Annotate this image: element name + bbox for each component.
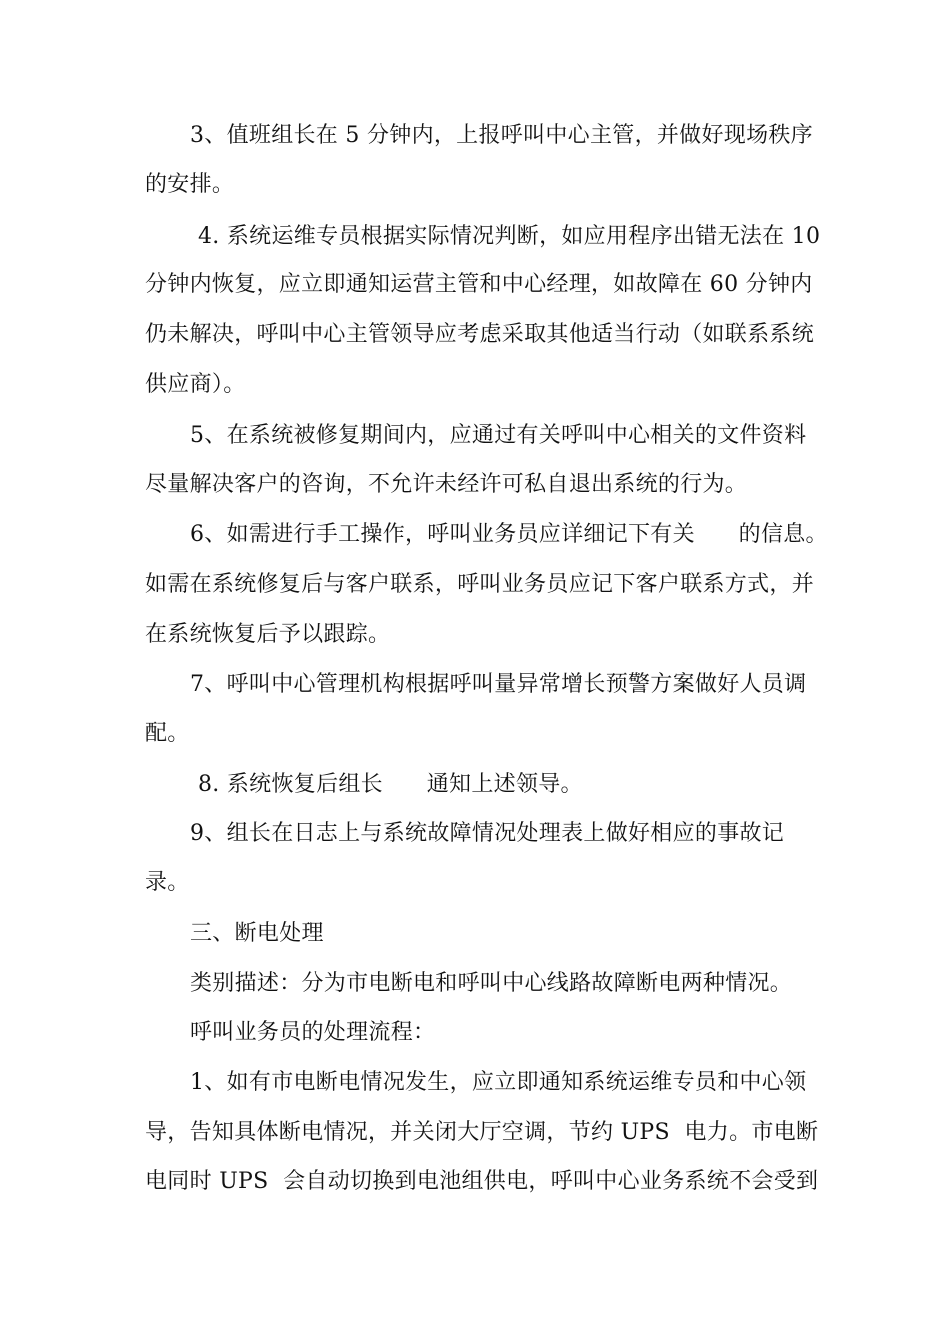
paragraph-line: 配。	[145, 721, 190, 746]
paragraph-line: 8. 系统恢复后组长 通知上述领导。	[198, 772, 583, 797]
paragraph-line: 如需在系统修复后与客户联系，呼叫业务员应记下客户联系方式，并	[145, 572, 815, 597]
paragraph-line: 仍未解决，呼叫中心主管领导应考虑采取其他适当行动（如联系系统	[145, 322, 815, 347]
paragraph-line: 3、值班组长在 5 分钟内，上报呼叫中心主管，并做好现场秩序	[190, 123, 813, 148]
paragraph-line: 电同时 UPS 会自动切换到电池组供电，呼叫中心业务系统不会受到	[145, 1169, 819, 1194]
paragraph-line: 导，告知具体断电情况，并关闭大厅空调，节约 UPS 电力。市电断	[145, 1120, 819, 1145]
paragraph-line: 9、组长在日志上与系统故障情况处理表上做好相应的事故记	[190, 821, 785, 846]
paragraph-line: 4. 系统运维专员根据实际情况判断，如应用程序出错无法在 10	[198, 224, 821, 249]
paragraph-line: 类别描述：分为市电断电和呼叫中心线路故障断电两种情况。	[190, 971, 793, 996]
paragraph-line: 的安排。	[145, 172, 235, 197]
paragraph-line: 录。	[145, 870, 190, 895]
paragraph-line: 在系统恢复后予以跟踪。	[145, 622, 391, 647]
paragraph-line: 6、如需进行手工操作，呼叫业务员应详细记下有关 的信息。	[190, 522, 828, 547]
paragraph-line: 5、在系统被修复期间内，应通过有关呼叫中心相关的文件资料	[190, 423, 807, 448]
paragraph-line: 呼叫业务员的处理流程：	[190, 1020, 436, 1045]
paragraph-line: 尽量解决客户的咨询，不允许未经许可私自退出系统的行为。	[145, 472, 748, 497]
section-heading: 三、断电处理	[190, 921, 324, 946]
paragraph-line: 供应商）。	[145, 372, 246, 397]
paragraph-line: 分钟内恢复，应立即通知运营主管和中心经理，如故障在 60 分钟内	[145, 272, 813, 297]
paragraph-line: 7、呼叫中心管理机构根据呼叫量异常增长预警方案做好人员调	[190, 672, 807, 697]
paragraph-line: 1、如有市电断电情况发生，应立即通知系统运维专员和中心领	[190, 1070, 807, 1095]
